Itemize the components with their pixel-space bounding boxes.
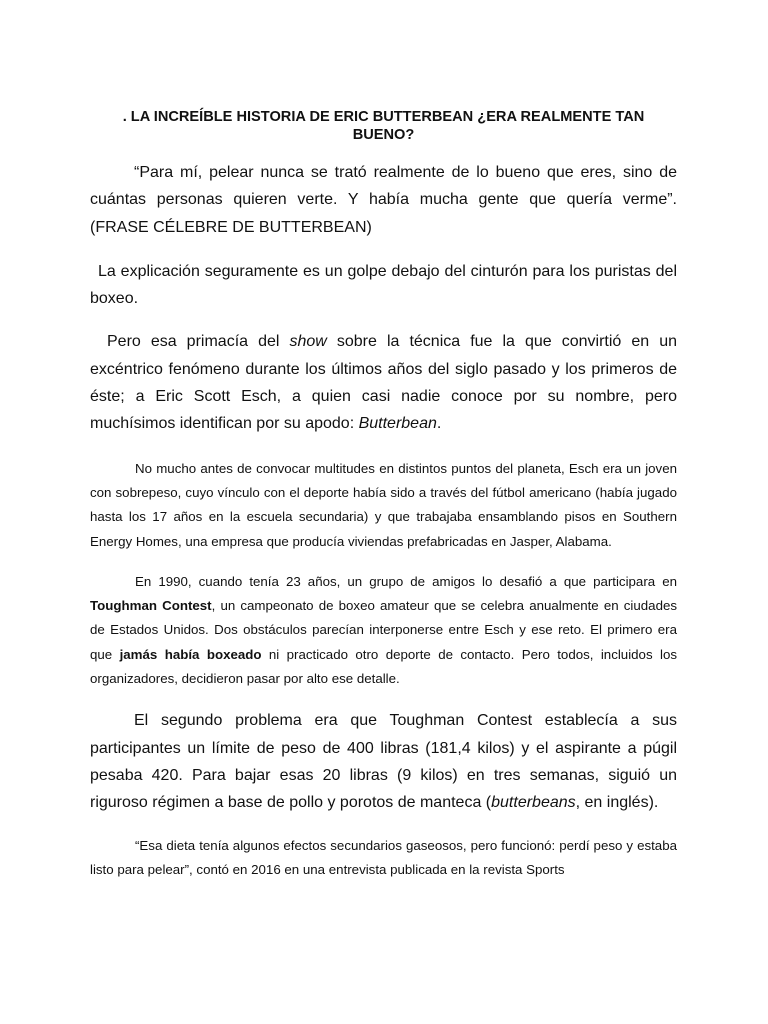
text-run: .	[436, 415, 442, 433]
explanation-paragraph: La explicación seguramente es un golpe debajo del cinturón para los puristas del boxeo.	[90, 262, 677, 308]
document-title: . LA INCREÍBLE HISTORIA DE ERIC BUTTERBEAN ¿ERA REALMENTE TAN BUENO?	[122, 109, 645, 143]
text-run: ni practicado otro deporte de contacto. Pero todos, incluidos los organizadores, decidieron pasar por alto ese detalle.	[90, 646, 677, 687]
text-run: En 1990, cuando tenía 23 años, un grupo de amigos lo desafió a que participara en	[135, 573, 677, 589]
text-run: , en inglés).	[575, 794, 659, 812]
text-run: El segundo problema era que Toughman Contest establecía a sus participantes un límite de peso de 400 libras (181,4 kilos) y el aspirante a púgil pesaba 420. Para bajar esas 20 libras (9 kilos) en tres semanas, siguió un riguroso régimen a base de pollo y porotos de manteca (	[90, 712, 677, 812]
diet-quote-paragraph: “Esa dieta tenía algunos efectos secundarios gaseosos, pero funcionó: perdí peso y estaba listo para pelear”, contó en 2016 en una entrevista publicada en la revista Sports	[90, 837, 677, 877]
italic-text: Butterbean	[358, 415, 437, 433]
text-run: , un campeonato de boxeo amateur que se celebra anualmente en ciudades de Estados Unidos. Dos obstáculos parecían interponerse entre Esch y ese reto. El primero era que	[90, 598, 678, 662]
italic-text: show	[289, 333, 327, 351]
text-run: sobre la técnica fue la que convirtió en un excéntrico fenómeno durante los últimos años del siglo pasado y los primeros de éste; a Eric Scott Esch, a quien casi nadie conoce por su nombre, pero muchísimos identifican por su apodo:	[90, 333, 677, 433]
quote-paragraph: “Para mí, pelear nunca se trató realmente de lo bueno que eres, sino de cuántas personas quieren verte. Y había mucha gente que quería verme”. (FRASE CÉLEBRE DE BUTTERBEAN)	[90, 164, 677, 236]
text-run: Pero esa primacía del	[107, 333, 290, 351]
bold-text: Toughman Contest	[90, 598, 212, 614]
document-page	[90, 0, 677, 1024]
toughman-paragraph	[90, 570, 677, 691]
background-paragraph: No mucho antes de convocar multitudes en distintos puntos del planeta, Esch era un joven con sobrepeso, cuyo vínculo con el deporte había sido a través del fútbol americano (había jugado hasta los 17 años en la escuela secundaria) y que trabajaba ensamblando pisos en Southern Energy Homes, una empresa que producía viviendas prefabricadas en Jasper, Alabama.	[90, 460, 677, 549]
show-paragraph	[90, 328, 677, 437]
bold-text: jamás había boxeado	[119, 646, 262, 662]
italic-text: butterbeans	[491, 794, 576, 812]
weight-paragraph	[90, 707, 677, 816]
